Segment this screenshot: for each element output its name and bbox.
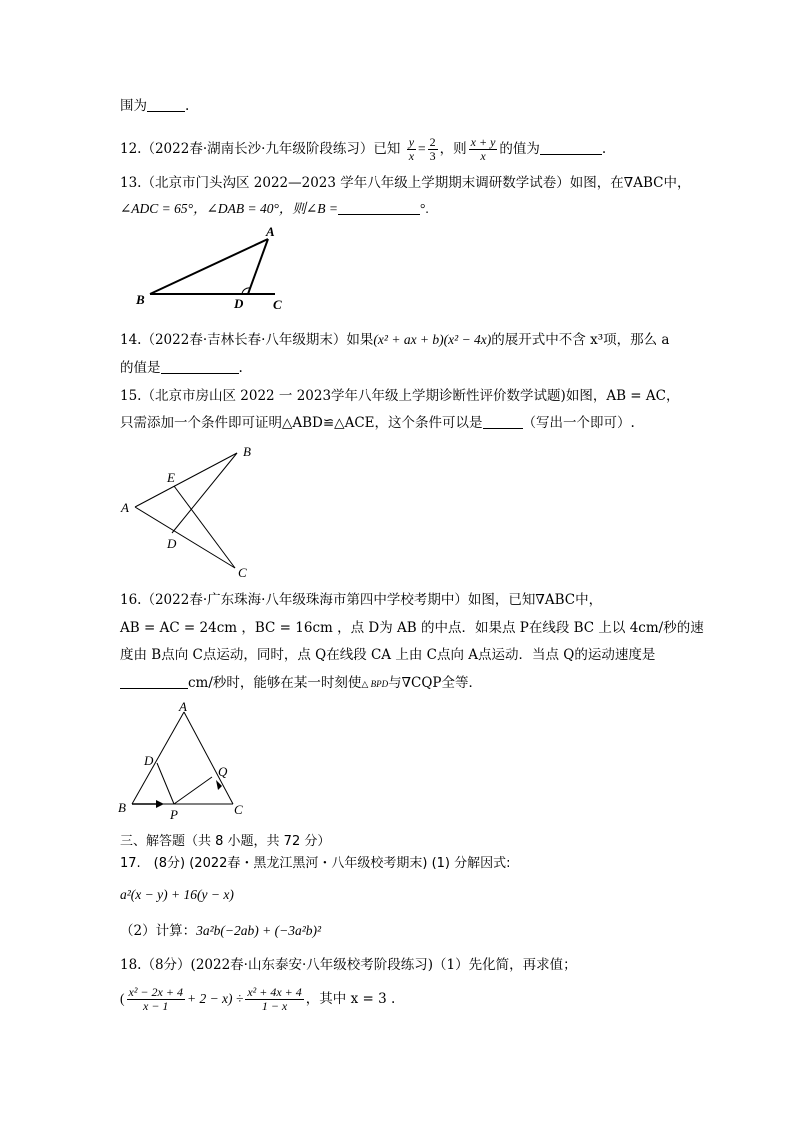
q14-end: . xyxy=(238,360,243,376)
q18-open-paren: ( xyxy=(120,991,125,1006)
fig15-label-a: A xyxy=(121,500,129,515)
q13-answer-blank[interactable] xyxy=(338,200,420,215)
q12-fraction-2-over-3: $\frac{2}{3}$ xyxy=(429,135,436,163)
fig15-label-d: D xyxy=(167,536,177,551)
q12-line xyxy=(120,136,606,163)
q14-line2 xyxy=(120,359,243,377)
q14-prefix: 14.（2022春·吉林长春·八年级期末）如果 xyxy=(120,332,374,348)
q14-expression: (x² + ax + b)(x² − 4x) xyxy=(373,332,492,347)
q16-triangle-bpd: △ BPD xyxy=(361,679,389,689)
q17-line1: 17. (8分) (2022春・黑龙江黑河・八年级校考期末) (1) 分解因式: xyxy=(120,856,511,871)
q14-line2-text: 的值是 xyxy=(120,360,161,376)
q15-line2-text: 只需添加一个条件即可证明△ABD≌△ACE，这个条件可以是 xyxy=(120,415,483,431)
q17-part2-label: （2）计算： xyxy=(120,923,197,939)
q14-suffix: 的展开式中不含 x³项，那么 a xyxy=(491,332,670,348)
q14-line1 xyxy=(120,331,669,349)
q16-answer-blank[interactable] xyxy=(120,674,188,689)
fig13-label-b: B xyxy=(136,292,145,307)
q13-end: °. xyxy=(419,201,429,216)
q18-line2 xyxy=(120,982,395,1016)
q16-line4-end: 与∇CQP全等． xyxy=(388,675,483,691)
figure-16-isosceles-triangle xyxy=(112,698,252,820)
fig13-label-a: A xyxy=(266,224,275,239)
q16-line3: 度由 B点向 C点运动，同时，点 Q在线段 CA 上由 C点向 A点运动．当点 Q的运动速度是 xyxy=(120,647,656,663)
q12-equals: = xyxy=(418,141,426,156)
q18-fraction-2: $\frac{\text{x² + 4x + 4}}{1 - x}$ xyxy=(247,985,302,1013)
q12-fraction-xy-over-x: $\frac{x + y}{x}$ xyxy=(470,135,496,163)
q12-end: . xyxy=(601,141,607,157)
fig16-label-b: B xyxy=(118,800,126,815)
q11-answer-blank[interactable] xyxy=(147,97,185,112)
fig13-label-d: D xyxy=(234,296,244,311)
q13-angle-b: ，则∠B = xyxy=(278,201,338,216)
fig16-label-p: P xyxy=(170,807,178,820)
figure-15-congruent-triangles xyxy=(115,440,265,582)
q13-angle-dab: ，∠DAB = 40° xyxy=(193,201,279,216)
q17-line3 xyxy=(120,922,321,940)
figure-13-triangle xyxy=(130,224,300,316)
q11-tail-line xyxy=(120,97,189,115)
fig16-label-q: Q xyxy=(218,764,228,779)
fig15-label-c: C xyxy=(238,565,247,580)
q15-line1: 15.（北京市房山区 2022 一 2023学年八年级上学期诊断性评价数学试题)如图，AB = AC， xyxy=(120,388,680,404)
fig15-label-e: E xyxy=(167,470,175,485)
q18-line1: 18.（8分）(2022春·山东泰安·八年级校考阶段练习)（1）先化简，再求值； xyxy=(120,957,577,973)
fig15-label-b: B xyxy=(243,444,251,459)
q12-prefix: 12.（2022春·湖南长沙·九年级阶段练习）已知 xyxy=(120,141,401,157)
q11-tail-text: 围为 xyxy=(120,98,147,114)
q16-line1: 16.（2022春·广东珠海·八年级珠海市第四中学校考期中）如图，已知∇ABC中， xyxy=(120,592,603,608)
fig16-label-d: D xyxy=(144,753,154,768)
q16-line4 xyxy=(120,674,482,693)
q12-mid: ，则 xyxy=(439,141,467,157)
q14-answer-blank[interactable] xyxy=(161,359,239,374)
q16-line4-text: cm/秒时，能够在某一时刻使 xyxy=(188,675,362,691)
q13-line1: 13.（北京市门头沟区 2022—2023 学年八年级上学期期末调研数学试卷）如图，在∇ABC中， xyxy=(120,175,691,191)
q17-expression-2: 3a²b(−2ab) + (−3a²b)² xyxy=(196,923,322,938)
q18-fraction-1: $\frac{\text{x² − 2x + 4}}{x - 1}$ xyxy=(128,985,183,1013)
q15-answer-blank[interactable] xyxy=(483,414,523,429)
q15-line2-end: （写出一个即可）. xyxy=(522,415,635,431)
q12-suffix: 的值为 xyxy=(499,141,540,157)
q17-expression-1: a²(x − y) + 16(y − x) xyxy=(120,887,234,902)
q13-angle-adc: ∠ADC = 65° xyxy=(120,201,194,216)
q13-line2 xyxy=(120,200,429,218)
q11-end: . xyxy=(185,98,190,114)
fig16-label-a: A xyxy=(179,699,187,714)
q15-line2 xyxy=(120,414,635,432)
fig13-label-c: C xyxy=(273,297,282,312)
fig16-label-c: C xyxy=(234,802,243,817)
q12-answer-blank[interactable] xyxy=(540,140,602,155)
section-3-heading: 三、解答题（共 8 小题，共 72 分） xyxy=(120,834,331,849)
q18-suffix: ，其中 x = 3 . xyxy=(305,991,396,1007)
q18-operator: + 2 − x) ÷ xyxy=(186,991,244,1006)
q16-line2: AB = AC = 24cm ，BC = 16cm ，点 D为 AB 的中点．如果点 P在线段 BC 上以 4cm/秒的速 xyxy=(120,620,704,636)
q12-fraction-y-over-x: $\frac{y}{x}$ xyxy=(408,135,415,163)
